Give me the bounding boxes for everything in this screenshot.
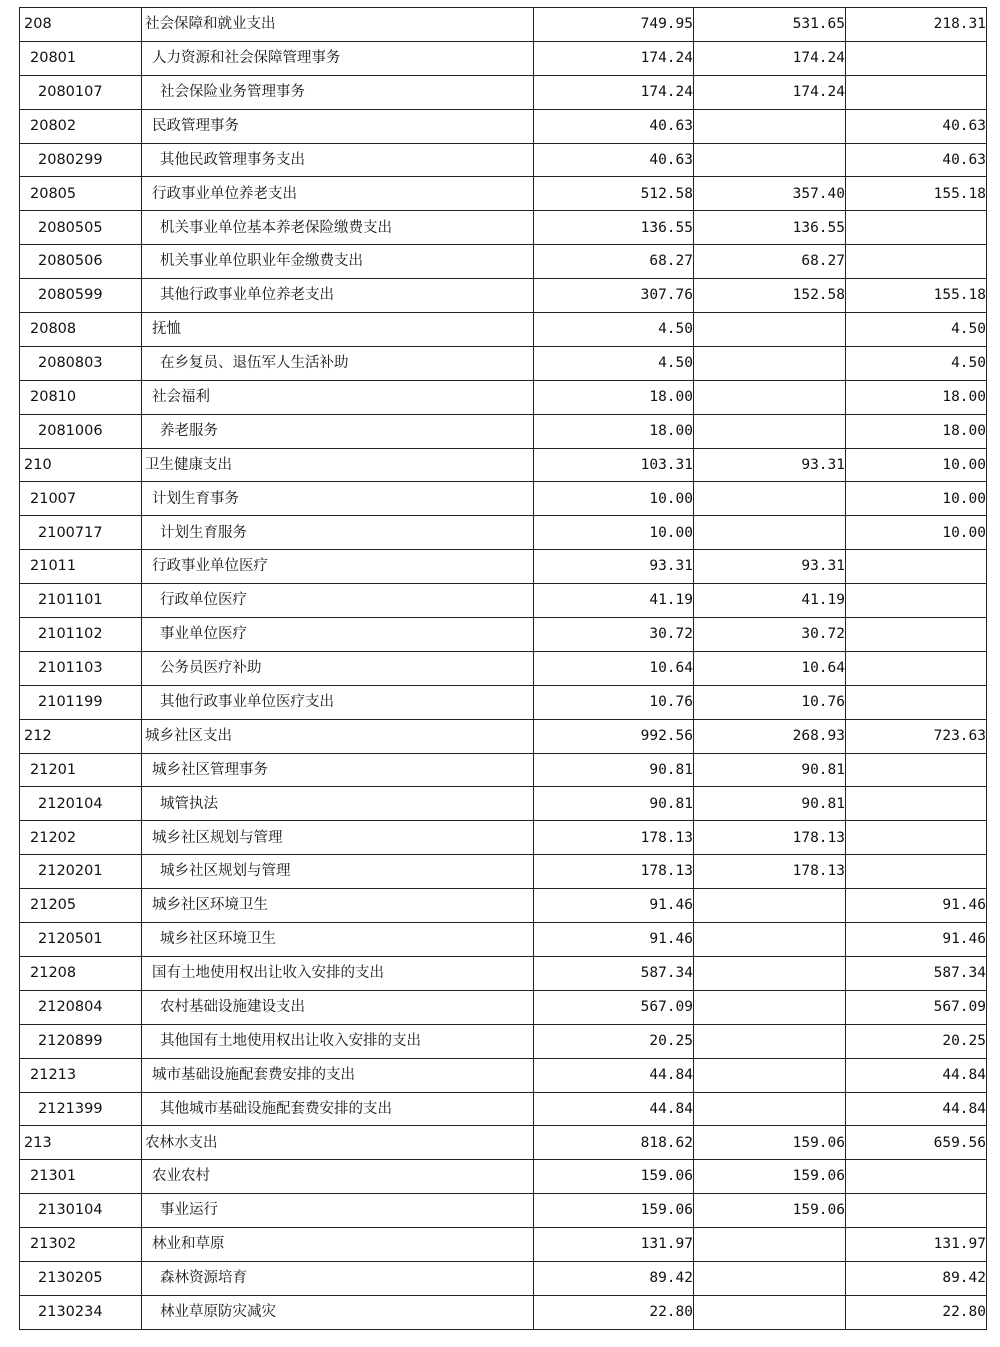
total-amount-cell: 91.46 xyxy=(534,923,694,957)
basic-expenditure-cell: 90.81 xyxy=(694,753,846,787)
category-name-cell: 事业运行 xyxy=(142,1194,534,1228)
total-amount-cell: 4.50 xyxy=(534,313,694,347)
table-row xyxy=(20,550,987,584)
project-expenditure-cell xyxy=(846,245,987,279)
basic-expenditure-cell: 93.31 xyxy=(694,448,846,482)
basic-expenditure-cell: 159.06 xyxy=(694,1194,846,1228)
table-row xyxy=(20,685,987,719)
table-row xyxy=(20,889,987,923)
category-name-cell: 城乡社区支出 xyxy=(142,719,534,753)
table-row xyxy=(20,8,987,42)
total-amount-cell: 136.55 xyxy=(534,211,694,245)
category-name-cell: 城管执法 xyxy=(142,787,534,821)
basic-expenditure-cell xyxy=(694,109,846,143)
basic-expenditure-cell xyxy=(694,1058,846,1092)
total-amount-cell: 178.13 xyxy=(534,821,694,855)
table-row xyxy=(20,787,987,821)
total-amount-cell: 93.31 xyxy=(534,550,694,584)
total-amount-cell: 20.25 xyxy=(534,1024,694,1058)
category-code-cell: 2080299 xyxy=(20,143,142,177)
category-code-cell: 2130234 xyxy=(20,1295,142,1329)
category-name-cell: 行政事业单位养老支出 xyxy=(142,177,534,211)
total-amount-cell: 91.46 xyxy=(534,889,694,923)
project-expenditure-cell: 723.63 xyxy=(846,719,987,753)
basic-expenditure-cell xyxy=(694,1295,846,1329)
project-expenditure-cell: 4.50 xyxy=(846,313,987,347)
category-code-cell: 2130104 xyxy=(20,1194,142,1228)
table-row xyxy=(20,1126,987,1160)
table-row xyxy=(20,1228,987,1262)
category-code-cell: 2120201 xyxy=(20,855,142,889)
total-amount-cell: 41.19 xyxy=(534,584,694,618)
project-expenditure-cell xyxy=(846,821,987,855)
project-expenditure-cell: 10.00 xyxy=(846,448,987,482)
basic-expenditure-cell xyxy=(694,990,846,1024)
project-expenditure-cell xyxy=(846,685,987,719)
project-expenditure-cell: 567.09 xyxy=(846,990,987,1024)
basic-expenditure-cell: 357.40 xyxy=(694,177,846,211)
project-expenditure-cell: 155.18 xyxy=(846,279,987,313)
category-name-cell: 行政事业单位医疗 xyxy=(142,550,534,584)
category-code-cell: 21202 xyxy=(20,821,142,855)
project-expenditure-cell xyxy=(846,651,987,685)
basic-expenditure-cell xyxy=(694,1024,846,1058)
total-amount-cell: 18.00 xyxy=(534,414,694,448)
category-code-cell: 2101199 xyxy=(20,685,142,719)
project-expenditure-cell: 40.63 xyxy=(846,109,987,143)
project-expenditure-cell: 10.00 xyxy=(846,482,987,516)
table-row xyxy=(20,1194,987,1228)
total-amount-cell: 174.24 xyxy=(534,75,694,109)
category-name-cell: 人力资源和社会保障管理事务 xyxy=(142,41,534,75)
total-amount-cell: 992.56 xyxy=(534,719,694,753)
category-code-cell: 2100717 xyxy=(20,516,142,550)
total-amount-cell: 90.81 xyxy=(534,787,694,821)
category-name-cell: 森林资源培育 xyxy=(142,1261,534,1295)
category-name-cell: 其他行政事业单位养老支出 xyxy=(142,279,534,313)
category-code-cell: 2080803 xyxy=(20,346,142,380)
category-name-cell: 事业单位医疗 xyxy=(142,618,534,652)
project-expenditure-cell: 18.00 xyxy=(846,414,987,448)
category-name-cell: 城乡社区环境卫生 xyxy=(142,923,534,957)
table-row xyxy=(20,584,987,618)
total-amount-cell: 4.50 xyxy=(534,346,694,380)
total-amount-cell: 587.34 xyxy=(534,956,694,990)
total-amount-cell: 307.76 xyxy=(534,279,694,313)
total-amount-cell: 68.27 xyxy=(534,245,694,279)
category-code-cell: 20801 xyxy=(20,41,142,75)
table-row xyxy=(20,211,987,245)
category-code-cell: 2120899 xyxy=(20,1024,142,1058)
category-name-cell: 其他国有土地使用权出让收入安排的支出 xyxy=(142,1024,534,1058)
table-row xyxy=(20,753,987,787)
category-name-cell: 其他城市基础设施配套费安排的支出 xyxy=(142,1092,534,1126)
category-code-cell: 20802 xyxy=(20,109,142,143)
category-code-cell: 213 xyxy=(20,1126,142,1160)
category-code-cell: 210 xyxy=(20,448,142,482)
table-row xyxy=(20,143,987,177)
category-code-cell: 21208 xyxy=(20,956,142,990)
category-name-cell: 社会福利 xyxy=(142,380,534,414)
total-amount-cell: 44.84 xyxy=(534,1058,694,1092)
category-name-cell: 计划生育事务 xyxy=(142,482,534,516)
category-code-cell: 20810 xyxy=(20,380,142,414)
category-code-cell: 2081006 xyxy=(20,414,142,448)
table-row xyxy=(20,855,987,889)
project-expenditure-cell: 44.84 xyxy=(846,1058,987,1092)
table-row xyxy=(20,719,987,753)
basic-expenditure-cell: 178.13 xyxy=(694,855,846,889)
table-row xyxy=(20,1261,987,1295)
category-name-cell: 其他民政管理事务支出 xyxy=(142,143,534,177)
project-expenditure-cell: 18.00 xyxy=(846,380,987,414)
table-row xyxy=(20,482,987,516)
total-amount-cell: 159.06 xyxy=(534,1160,694,1194)
category-name-cell: 城乡社区环境卫生 xyxy=(142,889,534,923)
category-code-cell: 21205 xyxy=(20,889,142,923)
category-name-cell: 社会保险业务管理事务 xyxy=(142,75,534,109)
category-code-cell: 2130205 xyxy=(20,1261,142,1295)
project-expenditure-cell: 89.42 xyxy=(846,1261,987,1295)
table-row xyxy=(20,75,987,109)
basic-expenditure-cell xyxy=(694,889,846,923)
category-code-cell: 21007 xyxy=(20,482,142,516)
category-code-cell: 21201 xyxy=(20,753,142,787)
category-code-cell: 21213 xyxy=(20,1058,142,1092)
table-row xyxy=(20,1024,987,1058)
total-amount-cell: 89.42 xyxy=(534,1261,694,1295)
category-code-cell: 212 xyxy=(20,719,142,753)
category-name-cell: 机关事业单位基本养老保险缴费支出 xyxy=(142,211,534,245)
total-amount-cell: 22.80 xyxy=(534,1295,694,1329)
table-row xyxy=(20,990,987,1024)
category-code-cell: 21302 xyxy=(20,1228,142,1262)
project-expenditure-cell xyxy=(846,550,987,584)
project-expenditure-cell: 40.63 xyxy=(846,143,987,177)
basic-expenditure-cell: 178.13 xyxy=(694,821,846,855)
total-amount-cell: 749.95 xyxy=(534,8,694,42)
category-code-cell: 2120804 xyxy=(20,990,142,1024)
category-name-cell: 卫生健康支出 xyxy=(142,448,534,482)
total-amount-cell: 40.63 xyxy=(534,109,694,143)
total-amount-cell: 567.09 xyxy=(534,990,694,1024)
category-name-cell: 抚恤 xyxy=(142,313,534,347)
project-expenditure-cell xyxy=(846,787,987,821)
basic-expenditure-cell: 68.27 xyxy=(694,245,846,279)
table-row xyxy=(20,448,987,482)
table-row xyxy=(20,41,987,75)
category-code-cell: 21301 xyxy=(20,1160,142,1194)
category-code-cell: 20805 xyxy=(20,177,142,211)
table-row xyxy=(20,380,987,414)
project-expenditure-cell xyxy=(846,1160,987,1194)
category-code-cell: 2101102 xyxy=(20,618,142,652)
table-row xyxy=(20,956,987,990)
table-row xyxy=(20,1092,987,1126)
category-code-cell: 2080107 xyxy=(20,75,142,109)
basic-expenditure-cell: 30.72 xyxy=(694,618,846,652)
table-row xyxy=(20,1058,987,1092)
total-amount-cell: 103.31 xyxy=(534,448,694,482)
category-code-cell: 2120104 xyxy=(20,787,142,821)
project-expenditure-cell: 20.25 xyxy=(846,1024,987,1058)
project-expenditure-cell: 155.18 xyxy=(846,177,987,211)
category-name-cell: 在乡复员、退伍军人生活补助 xyxy=(142,346,534,380)
category-name-cell: 农林水支出 xyxy=(142,1126,534,1160)
basic-expenditure-cell: 268.93 xyxy=(694,719,846,753)
total-amount-cell: 131.97 xyxy=(534,1228,694,1262)
table-row xyxy=(20,313,987,347)
project-expenditure-cell xyxy=(846,753,987,787)
table-row xyxy=(20,177,987,211)
total-amount-cell: 10.00 xyxy=(534,482,694,516)
category-name-cell: 行政单位医疗 xyxy=(142,584,534,618)
category-name-cell: 养老服务 xyxy=(142,414,534,448)
table-row xyxy=(20,1295,987,1329)
total-amount-cell: 178.13 xyxy=(534,855,694,889)
project-expenditure-cell: 91.46 xyxy=(846,923,987,957)
project-expenditure-cell: 131.97 xyxy=(846,1228,987,1262)
total-amount-cell: 10.64 xyxy=(534,651,694,685)
total-amount-cell: 44.84 xyxy=(534,1092,694,1126)
category-code-cell: 208 xyxy=(20,8,142,42)
budget-table xyxy=(19,7,987,1330)
category-name-cell: 城市基础设施配套费安排的支出 xyxy=(142,1058,534,1092)
basic-expenditure-cell xyxy=(694,414,846,448)
project-expenditure-cell xyxy=(846,41,987,75)
category-code-cell: 2080505 xyxy=(20,211,142,245)
project-expenditure-cell xyxy=(846,75,987,109)
basic-expenditure-cell xyxy=(694,346,846,380)
basic-expenditure-cell: 159.06 xyxy=(694,1160,846,1194)
category-name-cell: 林业草原防灾减灾 xyxy=(142,1295,534,1329)
category-name-cell: 其他行政事业单位医疗支出 xyxy=(142,685,534,719)
project-expenditure-cell: 10.00 xyxy=(846,516,987,550)
project-expenditure-cell xyxy=(846,584,987,618)
table-row xyxy=(20,279,987,313)
category-name-cell: 机关事业单位职业年金缴费支出 xyxy=(142,245,534,279)
basic-expenditure-cell xyxy=(694,143,846,177)
basic-expenditure-cell: 41.19 xyxy=(694,584,846,618)
total-amount-cell: 18.00 xyxy=(534,380,694,414)
basic-expenditure-cell xyxy=(694,1228,846,1262)
table-row xyxy=(20,651,987,685)
basic-expenditure-cell: 159.06 xyxy=(694,1126,846,1160)
total-amount-cell: 40.63 xyxy=(534,143,694,177)
project-expenditure-cell xyxy=(846,855,987,889)
project-expenditure-cell: 91.46 xyxy=(846,889,987,923)
project-expenditure-cell: 4.50 xyxy=(846,346,987,380)
basic-expenditure-cell: 10.64 xyxy=(694,651,846,685)
basic-expenditure-cell xyxy=(694,380,846,414)
table-row xyxy=(20,346,987,380)
table-row xyxy=(20,821,987,855)
project-expenditure-cell: 218.31 xyxy=(846,8,987,42)
category-name-cell: 公务员医疗补助 xyxy=(142,651,534,685)
category-code-cell: 2080599 xyxy=(20,279,142,313)
basic-expenditure-cell: 152.58 xyxy=(694,279,846,313)
total-amount-cell: 174.24 xyxy=(534,41,694,75)
table-row xyxy=(20,923,987,957)
total-amount-cell: 10.00 xyxy=(534,516,694,550)
category-name-cell: 农业农村 xyxy=(142,1160,534,1194)
category-code-cell: 2101101 xyxy=(20,584,142,618)
total-amount-cell: 30.72 xyxy=(534,618,694,652)
category-name-cell: 城乡社区规划与管理 xyxy=(142,855,534,889)
basic-expenditure-cell xyxy=(694,516,846,550)
category-code-cell: 20808 xyxy=(20,313,142,347)
table-row xyxy=(20,516,987,550)
basic-expenditure-cell: 10.76 xyxy=(694,685,846,719)
project-expenditure-cell xyxy=(846,618,987,652)
basic-expenditure-cell xyxy=(694,1261,846,1295)
basic-expenditure-cell: 136.55 xyxy=(694,211,846,245)
basic-expenditure-cell: 90.81 xyxy=(694,787,846,821)
project-expenditure-cell: 659.56 xyxy=(846,1126,987,1160)
table-row xyxy=(20,109,987,143)
category-name-cell: 国有土地使用权出让收入安排的支出 xyxy=(142,956,534,990)
category-name-cell: 民政管理事务 xyxy=(142,109,534,143)
category-code-cell: 21011 xyxy=(20,550,142,584)
category-code-cell: 2121399 xyxy=(20,1092,142,1126)
category-name-cell: 社会保障和就业支出 xyxy=(142,8,534,42)
project-expenditure-cell: 587.34 xyxy=(846,956,987,990)
project-expenditure-cell: 44.84 xyxy=(846,1092,987,1126)
table-row xyxy=(20,414,987,448)
project-expenditure-cell xyxy=(846,211,987,245)
basic-expenditure-cell: 174.24 xyxy=(694,75,846,109)
category-name-cell: 城乡社区规划与管理 xyxy=(142,821,534,855)
total-amount-cell: 512.58 xyxy=(534,177,694,211)
basic-expenditure-cell xyxy=(694,313,846,347)
category-name-cell: 农村基础设施建设支出 xyxy=(142,990,534,1024)
category-code-cell: 2080506 xyxy=(20,245,142,279)
basic-expenditure-cell: 174.24 xyxy=(694,41,846,75)
category-name-cell: 林业和草原 xyxy=(142,1228,534,1262)
total-amount-cell: 10.76 xyxy=(534,685,694,719)
project-expenditure-cell: 22.80 xyxy=(846,1295,987,1329)
category-name-cell: 城乡社区管理事务 xyxy=(142,753,534,787)
basic-expenditure-cell xyxy=(694,923,846,957)
table-row xyxy=(20,1160,987,1194)
category-code-cell: 2120501 xyxy=(20,923,142,957)
category-code-cell: 2101103 xyxy=(20,651,142,685)
category-name-cell: 计划生育服务 xyxy=(142,516,534,550)
table-row xyxy=(20,618,987,652)
basic-expenditure-cell xyxy=(694,956,846,990)
total-amount-cell: 159.06 xyxy=(534,1194,694,1228)
basic-expenditure-cell: 93.31 xyxy=(694,550,846,584)
budget-table-body xyxy=(20,8,987,1330)
total-amount-cell: 90.81 xyxy=(534,753,694,787)
basic-expenditure-cell xyxy=(694,482,846,516)
table-row xyxy=(20,245,987,279)
basic-expenditure-cell xyxy=(694,1092,846,1126)
project-expenditure-cell xyxy=(846,1194,987,1228)
total-amount-cell: 818.62 xyxy=(534,1126,694,1160)
basic-expenditure-cell: 531.65 xyxy=(694,8,846,42)
